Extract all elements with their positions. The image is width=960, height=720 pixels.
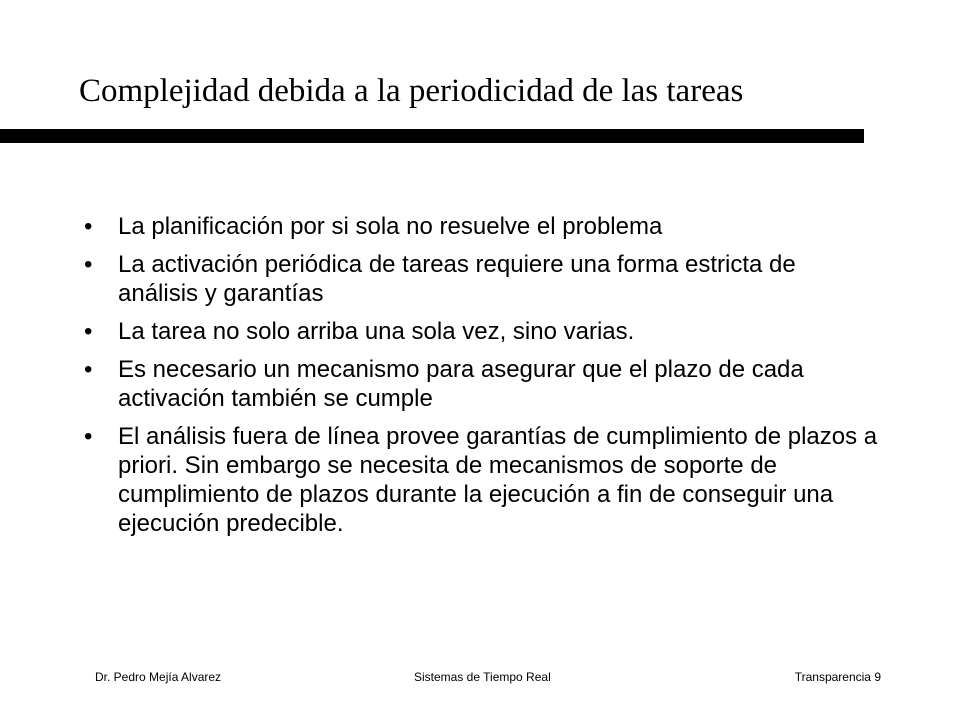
bullet-text: La tarea no solo arriba una sola vez, sino varias.: [118, 318, 635, 345]
slide-title: Complejidad debida a la periodicidad de las tareas: [79, 73, 744, 109]
footer-author: Dr. Pedro Mejía Alvarez: [95, 670, 222, 684]
bullet-item: [80, 250, 880, 308]
bullet-icon: •: [84, 423, 93, 450]
title-underline-bar: [0, 129, 864, 143]
bullet-item: [80, 212, 880, 241]
bullet-text: La activación periódica de tareas requiere una forma estricta de análisis y garantías: [118, 251, 796, 307]
bullet-item: [80, 422, 880, 538]
bullet-icon: •: [84, 213, 93, 240]
bullet-icon: •: [84, 356, 93, 383]
bullet-item: [80, 317, 880, 346]
bullet-text: La planificación por si sola no resuelve el problema: [118, 213, 663, 240]
footer-course: Sistemas de Tiempo Real: [414, 670, 551, 684]
footer-slide-number: Transparencia 9: [794, 670, 881, 684]
bullet-icon: •: [84, 251, 93, 278]
bullet-item: [80, 355, 880, 413]
bullet-text: Es necesario un mecanismo para asegurar que el plazo de cada activación también se cumple: [118, 356, 804, 412]
bullet-text: El análisis fuera de línea provee garantías de cumplimiento de plazos a priori. Sin embargo se necesita de mecanismos de soporte de cumplimiento de plazos durante la ejecución a fin de conseguir una ejecución predecible.: [118, 423, 878, 537]
bullet-list: [80, 212, 880, 547]
bullet-icon: •: [84, 318, 93, 345]
